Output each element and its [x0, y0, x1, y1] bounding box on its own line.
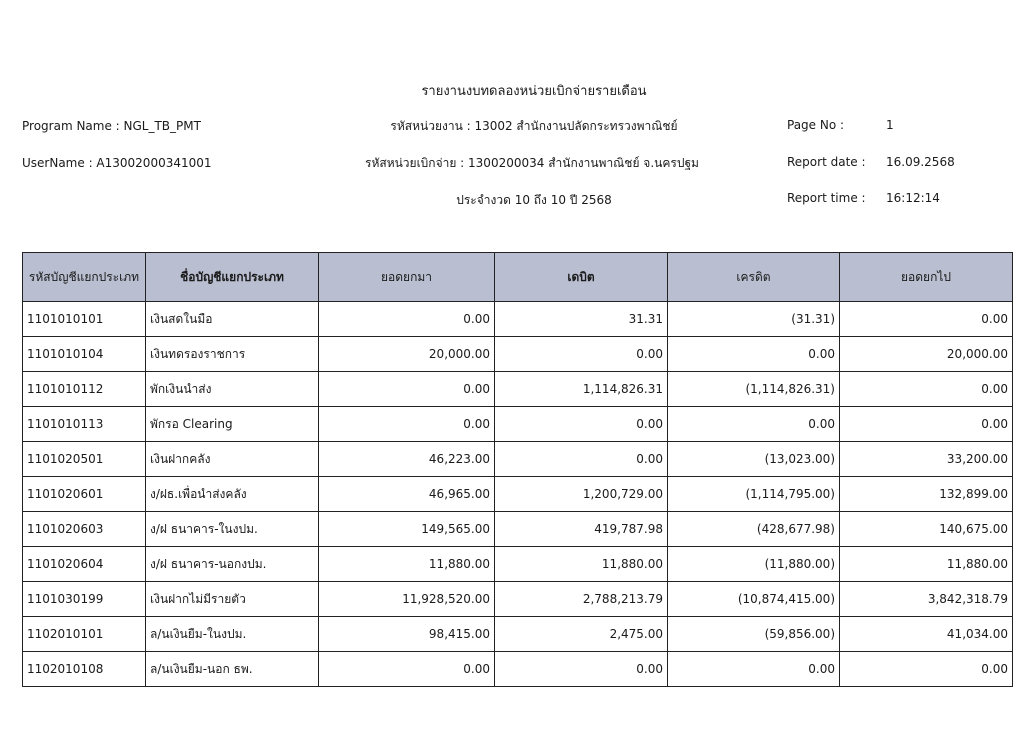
- cell-account-name: เงินฝากคลัง: [146, 442, 319, 477]
- cell-account-name: เงินฝากไม่มีรายตัว: [146, 582, 319, 617]
- cell-closing-balance: 20,000.00: [840, 337, 1013, 372]
- table-row: [23, 477, 1013, 512]
- cell-closing-balance: 41,034.00: [840, 617, 1013, 652]
- table-row: [23, 512, 1013, 547]
- cell-opening-balance: 0.00: [319, 652, 495, 687]
- cell-account-name: เงินทดรองราชการ: [146, 337, 319, 372]
- cell-closing-balance: 3,842,318.79: [840, 582, 1013, 617]
- cell-debit: 0.00: [495, 652, 668, 687]
- cell-closing-balance: 11,880.00: [840, 547, 1013, 582]
- agency-line: รหัสหน่วยงาน : 13002 สำนักงานปลัดกระทรวงพาณิชย์: [390, 119, 678, 133]
- page-no-value: 1: [886, 118, 894, 132]
- cell-account-name: ล/นเงินยืม-นอก ธพ.: [146, 652, 319, 687]
- table-row: [23, 337, 1013, 372]
- cell-opening-balance: 0.00: [319, 407, 495, 442]
- table-row: [23, 652, 1013, 687]
- col-account-code: รหัสบัญชีแยกประเภท: [23, 253, 146, 302]
- cell-closing-balance: 0.00: [840, 372, 1013, 407]
- cell-credit: (31.31): [668, 302, 840, 337]
- col-credit: เครดิต: [668, 253, 840, 302]
- table-row: [23, 302, 1013, 337]
- cell-credit: (10,874,415.00): [668, 582, 840, 617]
- col-debit: เดบิต: [495, 253, 668, 302]
- cell-closing-balance: 33,200.00: [840, 442, 1013, 477]
- cell-account-name: ง/ฝ ธนาคาร-นอกงปม.: [146, 547, 319, 582]
- cell-credit: (1,114,826.31): [668, 372, 840, 407]
- cell-debit: 1,114,826.31: [495, 372, 668, 407]
- cell-opening-balance: 20,000.00: [319, 337, 495, 372]
- trial-balance-table: [22, 252, 1013, 687]
- cell-opening-balance: 46,965.00: [319, 477, 495, 512]
- cell-account-code: 1101020604: [23, 547, 146, 582]
- cell-closing-balance: 140,675.00: [840, 512, 1013, 547]
- cell-debit: 31.31: [495, 302, 668, 337]
- user-name: UserName : A13002000341001: [22, 156, 212, 170]
- cell-account-code: 1101010101: [23, 302, 146, 337]
- cell-account-name: ง/ฝธ.เพื่อนำส่งคลัง: [146, 477, 319, 512]
- table-row: [23, 617, 1013, 652]
- program-name: Program Name : NGL_TB_PMT: [22, 119, 201, 133]
- cell-debit: 0.00: [495, 442, 668, 477]
- cell-credit: (428,677.98): [668, 512, 840, 547]
- report-title: รายงานงบทดลองหน่วยเบิกจ่ายรายเดือน: [421, 84, 647, 99]
- disbursing-unit-line: รหัสหน่วยเบิกจ่าย : 1300200034 สำนักงานพาณิชย์ จ.นครปฐม: [365, 156, 699, 170]
- table-row: [23, 547, 1013, 582]
- col-account-name: ชื่อบัญชีแยกประเภท: [146, 253, 319, 302]
- cell-opening-balance: 46,223.00: [319, 442, 495, 477]
- cell-credit: 0.00: [668, 652, 840, 687]
- cell-closing-balance: 0.00: [840, 652, 1013, 687]
- cell-account-name: ง/ฝ ธนาคาร-ในงปม.: [146, 512, 319, 547]
- cell-account-code: 1101030199: [23, 582, 146, 617]
- cell-account-name: เงินสดในมือ: [146, 302, 319, 337]
- cell-credit: (11,880.00): [668, 547, 840, 582]
- report-time-label: Report time :: [787, 191, 866, 205]
- cell-credit: (59,856.00): [668, 617, 840, 652]
- table-header-row: [23, 253, 1013, 302]
- cell-opening-balance: 149,565.00: [319, 512, 495, 547]
- table-row: [23, 372, 1013, 407]
- cell-account-code: 1101020601: [23, 477, 146, 512]
- period-line: ประจำงวด 10 ถึง 10 ปี 2568: [456, 193, 612, 207]
- report-time-value: 16:12:14: [886, 191, 940, 205]
- report-date-label: Report date :: [787, 155, 866, 169]
- page-no-label: Page No :: [787, 118, 845, 132]
- cell-credit: 0.00: [668, 337, 840, 372]
- cell-account-code: 1101020603: [23, 512, 146, 547]
- col-opening-balance: ยอดยกมา: [319, 253, 495, 302]
- cell-account-code: 1101010104: [23, 337, 146, 372]
- cell-debit: 0.00: [495, 407, 668, 442]
- report-date-value: 16.09.2568: [886, 155, 955, 169]
- cell-account-code: 1102010101: [23, 617, 146, 652]
- cell-closing-balance: 0.00: [840, 407, 1013, 442]
- cell-account-code: 1101020501: [23, 442, 146, 477]
- table-row: [23, 442, 1013, 477]
- cell-account-name: พักเงินนำส่ง: [146, 372, 319, 407]
- cell-debit: 2,475.00: [495, 617, 668, 652]
- cell-credit: (1,114,795.00): [668, 477, 840, 512]
- cell-debit: 419,787.98: [495, 512, 668, 547]
- cell-account-code: 1102010108: [23, 652, 146, 687]
- cell-debit: 1,200,729.00: [495, 477, 668, 512]
- cell-account-name: ล/นเงินยืม-ในงปม.: [146, 617, 319, 652]
- cell-closing-balance: 132,899.00: [840, 477, 1013, 512]
- cell-credit: 0.00: [668, 407, 840, 442]
- cell-debit: 2,788,213.79: [495, 582, 668, 617]
- cell-credit: (13,023.00): [668, 442, 840, 477]
- col-closing-balance: ยอดยกไป: [840, 253, 1013, 302]
- cell-opening-balance: 98,415.00: [319, 617, 495, 652]
- cell-opening-balance: 11,928,520.00: [319, 582, 495, 617]
- cell-closing-balance: 0.00: [840, 302, 1013, 337]
- cell-account-code: 1101010113: [23, 407, 146, 442]
- cell-debit: 11,880.00: [495, 547, 668, 582]
- cell-account-code: 1101010112: [23, 372, 146, 407]
- cell-opening-balance: 0.00: [319, 302, 495, 337]
- cell-account-name: พักรอ Clearing: [146, 407, 319, 442]
- cell-opening-balance: 0.00: [319, 372, 495, 407]
- table-row: [23, 582, 1013, 617]
- table-row: [23, 407, 1013, 442]
- cell-opening-balance: 11,880.00: [319, 547, 495, 582]
- cell-debit: 0.00: [495, 337, 668, 372]
